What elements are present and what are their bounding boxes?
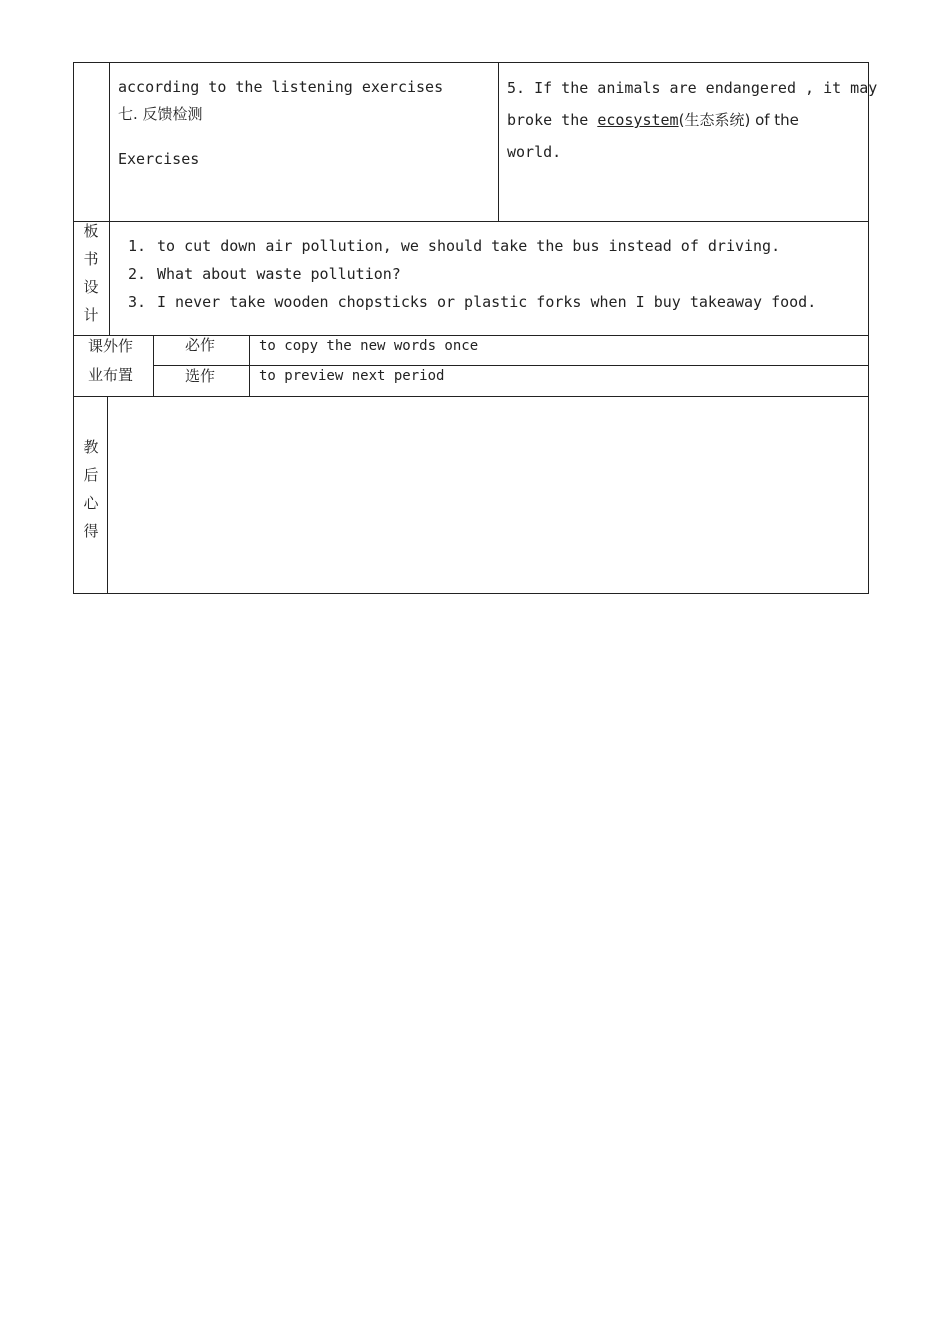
table-top-border [73,62,869,63]
exercise-5-line3: world. [507,143,562,161]
exercises-text: Exercises [118,150,200,168]
exercise-5-line2-post: (生态系统) of the [678,111,799,129]
required-label: 必作 [185,336,216,354]
reflection-content-area[interactable] [108,397,868,593]
board-label-char-1: 板 [83,222,99,240]
reflection-label [81,433,101,545]
board-item-2-text: What about waste pollution? [157,265,401,283]
homework-type-divider [249,335,250,397]
homework-label-line1: 课外作 [88,337,134,355]
reflection-label-char-3: 心 [83,494,99,512]
exercise-5-line2-pre: broke the [507,111,598,129]
optional-homework-text: to preview next period [259,368,445,384]
board-label-char-4: 计 [83,306,99,324]
feedback-check-heading: 七. 反馈检测 [118,105,203,123]
optional-label: 选作 [185,367,216,385]
board-label-char-3: 设 [83,278,99,296]
board-item-2-num: 2. [128,265,147,283]
homework-label-line2: 业布置 [88,366,134,384]
board-design-label [81,217,101,329]
row-divider-3 [153,365,869,366]
ecosystem-word: ecosystem [597,111,679,129]
board-label-char-2: 书 [83,250,99,268]
content-column-divider-top [498,62,499,222]
board-item-1-text: to cut down air pollution, we should take the bus instead of driving. [157,237,781,255]
board-item-3-num: 3. [128,293,147,311]
reflection-label-char-2: 后 [83,466,99,484]
table-right-border [868,62,869,594]
listening-exercises-text: according to the listening exercises [118,78,444,96]
reflection-label-char-4: 得 [83,522,99,540]
label-column-divider-top [109,62,110,336]
reflection-label-char-1: 教 [83,438,99,456]
board-item-3-text: I never take wooden chopsticks or plastic forks when I buy takeaway food. [157,293,817,311]
row-divider-1 [73,221,869,222]
exercise-5-line2 [507,111,799,129]
homework-label-divider [153,335,154,397]
exercise-5-line1: 5. If the animals are endangered , it may [507,79,878,97]
table-left-border [73,62,74,594]
required-homework-text: to copy the new words once [259,338,479,354]
table-bottom-border [73,593,869,594]
board-item-1-num: 1. [128,237,147,255]
